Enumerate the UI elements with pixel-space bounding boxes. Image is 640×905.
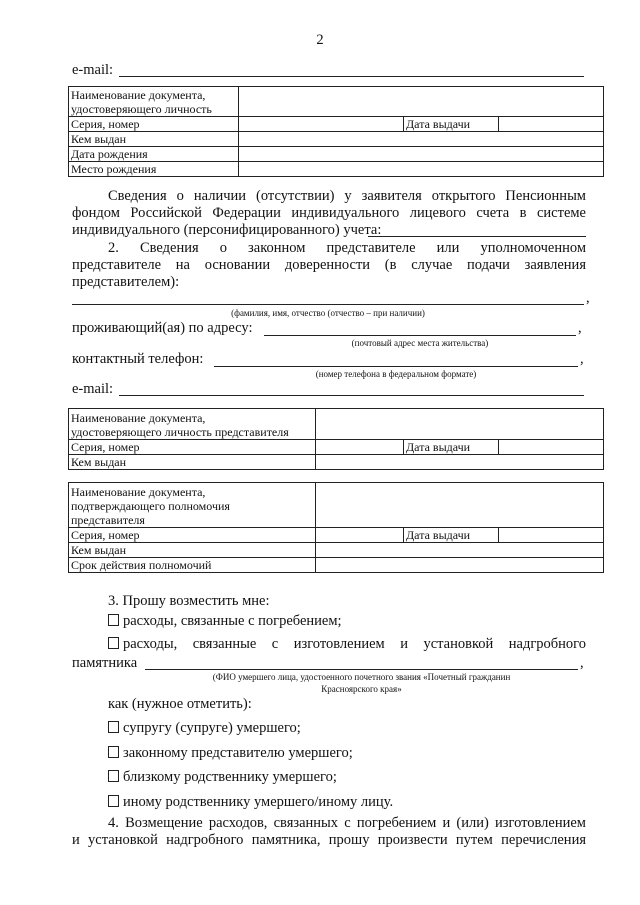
rep-doc-label: Наименование документа, удостоверяющего личность представителя	[69, 409, 316, 440]
applicant-email-field[interactable]	[119, 76, 584, 77]
monument-caption-2: Красноярского края»	[321, 684, 402, 694]
auth-issued-by-value[interactable]	[316, 543, 604, 558]
applicant-document-table	[68, 86, 604, 177]
phone-field[interactable]	[214, 366, 578, 367]
applicant-issued-by-label: Кем выдан	[69, 132, 239, 147]
applicant-birth-date-label: Дата рождения	[69, 147, 239, 162]
auth-series-label: Серия, номер	[69, 528, 316, 543]
fio-comma: ,	[586, 290, 590, 306]
recipient-spouse: супругу (супруге) умершего;	[108, 720, 301, 737]
monument-label: памятника	[72, 655, 138, 671]
authority-document-table	[68, 482, 604, 573]
section2-line-2: представителе на основании доверенности (в случае подачи заявления	[72, 257, 586, 273]
phone-caption: (номер телефона в федеральном формате)	[315, 369, 477, 379]
auth-validity-label: Срок действия полномочий	[69, 558, 316, 573]
applicant-birth-place-label: Место рождения	[69, 162, 239, 177]
option-monument: расходы, связанные с изготовлением и установкой надгробного	[108, 636, 586, 653]
applicant-issued-by-value[interactable]	[239, 132, 604, 147]
rep-issue-date-label: Дата выдачи	[404, 440, 499, 455]
monument-caption-1: (ФИО умершего лица, удостоенного почетного звания «Почетный гражданин	[212, 672, 511, 682]
recipient-other: иному родственнику умершего/иному лицу.	[108, 794, 393, 811]
recipient-close-relative: близкому родственнику умершего;	[108, 769, 337, 786]
pension-line-1: Сведения о наличии (отсутствии) у заявителя открытого Пенсионным	[108, 188, 586, 204]
applicant-email-label: e-mail:	[72, 62, 114, 78]
rep-issue-date-value[interactable]	[499, 440, 604, 455]
auth-issue-date-label: Дата выдачи	[404, 528, 499, 543]
monument-checkbox[interactable]	[108, 637, 119, 649]
rep-issued-by-value[interactable]	[316, 455, 604, 470]
legal-rep-checkbox[interactable]	[108, 746, 119, 758]
section3-heading: 3. Прошу возместить мне:	[108, 593, 270, 609]
address-caption: (почтовый адрес места жительства)	[351, 338, 489, 348]
auth-doc-label: Наименование документа, подтверждающего полномочия представителя	[69, 483, 316, 528]
recipient-legal-rep: законному представителю умершего;	[108, 745, 353, 762]
auth-validity-value[interactable]	[316, 558, 604, 573]
section4-line-2: и установкой надгробного памятника, прошу произвести путем перечисления	[72, 832, 586, 848]
auth-series-value[interactable]	[316, 528, 404, 543]
representative-email-field[interactable]	[119, 395, 584, 396]
fio-caption: (фамилия, имя, отчество (отчество – при наличии)	[231, 308, 425, 318]
address-field[interactable]	[264, 335, 576, 336]
option-burial: расходы, связанные с погребением;	[108, 613, 342, 630]
phone-comma: ,	[580, 351, 584, 367]
close-relative-checkbox[interactable]	[108, 770, 119, 782]
applicant-doc-value[interactable]	[239, 87, 604, 117]
rep-series-label: Серия, номер	[69, 440, 316, 455]
pension-line-2: фондом Российской Федерации индивидуального лицевого счета в системе	[72, 205, 586, 221]
spouse-checkbox[interactable]	[108, 721, 119, 733]
representative-fio-field[interactable]	[72, 304, 584, 305]
monument-comma: ,	[580, 655, 584, 671]
pension-line-3: индивидуального (персонифицированного) учета:	[72, 222, 382, 238]
applicant-issue-date-label: Дата выдачи	[404, 117, 499, 132]
pension-account-field[interactable]	[368, 236, 586, 237]
burial-checkbox[interactable]	[108, 614, 119, 626]
auth-issued-by-label: Кем выдан	[69, 543, 316, 558]
applicant-birth-place-value[interactable]	[239, 162, 604, 177]
address-comma: ,	[578, 320, 582, 336]
section4-line-1: 4. Возмещение расходов, связанных с погребением и (или) изготовлением	[108, 815, 586, 831]
applicant-doc-label: Наименование документа, удостоверяющего личность	[69, 87, 239, 117]
how-label: как (нужное отметить):	[108, 696, 252, 712]
representative-document-table	[68, 408, 604, 470]
applicant-series-label: Серия, номер	[69, 117, 239, 132]
page-number: 2	[316, 32, 324, 48]
applicant-birth-date-value[interactable]	[239, 147, 604, 162]
applicant-series-value[interactable]	[239, 117, 404, 132]
rep-issued-by-label: Кем выдан	[69, 455, 316, 470]
other-person-checkbox[interactable]	[108, 795, 119, 807]
deceased-fio-field[interactable]	[145, 669, 578, 670]
section2-line-1: 2. Сведения о законном представителе или уполномоченном	[108, 240, 586, 256]
rep-doc-value[interactable]	[316, 409, 604, 440]
phone-label: контактный телефон:	[72, 351, 204, 367]
auth-doc-value[interactable]	[316, 483, 604, 528]
applicant-issue-date-value[interactable]	[499, 117, 604, 132]
representative-email-label: e-mail:	[72, 381, 114, 397]
section2-line-3: представителем):	[72, 274, 180, 290]
address-label: проживающий(ая) по адресу:	[72, 320, 253, 336]
auth-issue-date-value[interactable]	[499, 528, 604, 543]
rep-series-value[interactable]	[316, 440, 404, 455]
